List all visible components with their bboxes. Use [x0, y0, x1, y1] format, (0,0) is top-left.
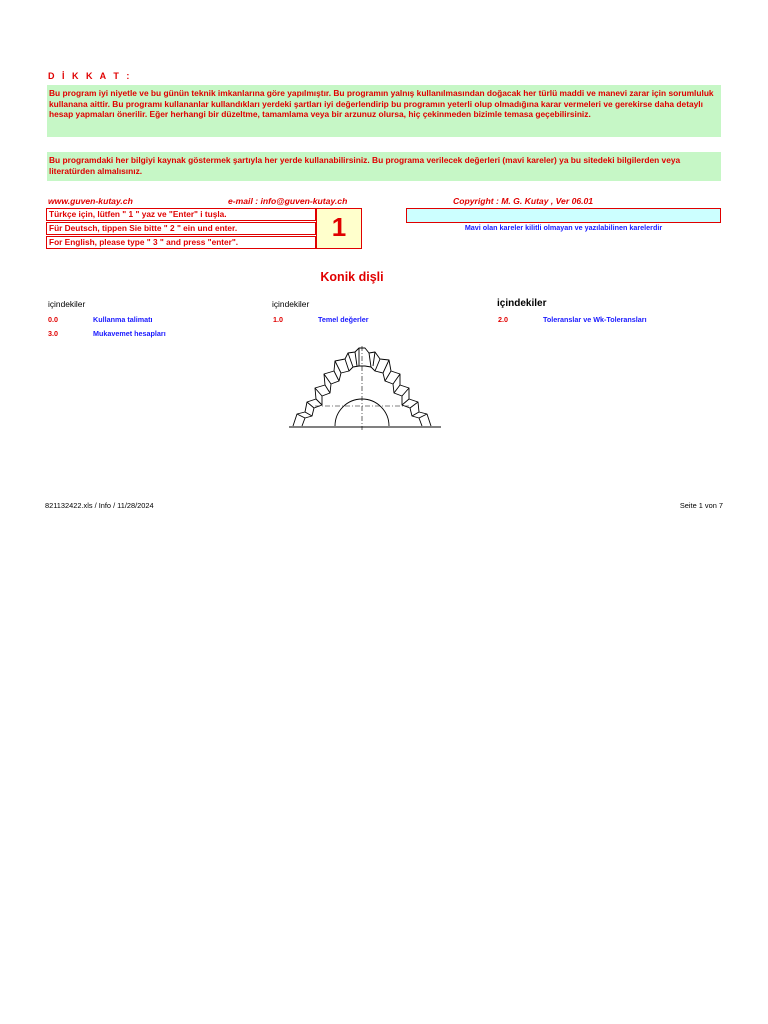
blue-cell-note: Mavi olan kareler kilitli olmayan ve yazılabilinen karelerdir — [464, 223, 663, 232]
toc-item-number: 0.0 — [48, 315, 58, 324]
bevel-gear-drawing — [285, 344, 445, 430]
usage-note-box: Bu programdaki her bilgiyi kaynak göstermek şartıyla her yerde kullanabilirsiniz. Bu programa verilecek değerleri (mavi kareler) ya bu sitedeki bilgilerden veya literatürden almalısınız. — [47, 152, 721, 181]
toc-link-basic-values[interactable]: Temel değerler — [318, 315, 369, 324]
footer-file-info: 821132422.xls / Info / 11/28/2024 — [45, 501, 154, 510]
copyright-text: Copyright : M. G. Kutay , Ver 06.01 — [453, 196, 594, 206]
language-option-german: Für Deutsch, tippen Sie bitte " 2 " ein und enter. — [46, 222, 316, 235]
page-title: Konik dişli — [320, 270, 384, 284]
email-link[interactable]: e-mail : info@guven-kutay.ch — [228, 196, 348, 206]
toc-heading-3: içindekiler — [497, 298, 547, 309]
toc-item-number: 2.0 — [498, 315, 508, 324]
toc-heading-1: içindekiler — [48, 299, 86, 309]
blue-input-cell[interactable] — [406, 208, 721, 223]
language-input-cell[interactable]: 1 — [316, 208, 362, 249]
toc-heading-2: içindekiler — [272, 299, 310, 309]
toc-link-instructions[interactable]: Kullanma talimatı — [93, 315, 153, 324]
toc-link-strength-calculations[interactable]: Mukavemet hesapları — [93, 329, 166, 338]
language-option-english: For English, please type " 3 " and press "enter". — [46, 236, 316, 249]
disclaimer-box: Bu program iyi niyetle ve bu günün teknik imkanlarına göre yapılmıştır. Bu programın yalnış kullanılmasından doğacak her türlü maddi ve manevi zarar için sorumluluk kullanana aittir. Bu programı kullananlar kullandıkları yerdeki şartları iyi değerlendirip bu programın yeterli olup olmadığına karar vermeleri ve gerekirse daha detaylı hesap yapmaları önerilir. Eğer herhangi bir düzeltme, tamamlama veya bir arzunuz olursa, hiç çekinmeden bizimle temasa geçebilirsiniz. — [47, 85, 721, 137]
website-link[interactable]: www.guven-kutay.ch — [48, 196, 133, 206]
notice-title: D İ K K A T : — [48, 71, 132, 81]
toc-link-tolerances[interactable]: Toleranslar ve Wk-Toleransları — [543, 315, 647, 324]
language-option-turkish: Türkçe için, lütfen " 1 " yaz ve "Enter" i tuşla. — [46, 208, 316, 221]
toc-item-number: 1.0 — [273, 315, 283, 324]
footer-page-number: Seite 1 von 7 — [679, 501, 723, 510]
toc-item-number: 3.0 — [48, 329, 58, 338]
